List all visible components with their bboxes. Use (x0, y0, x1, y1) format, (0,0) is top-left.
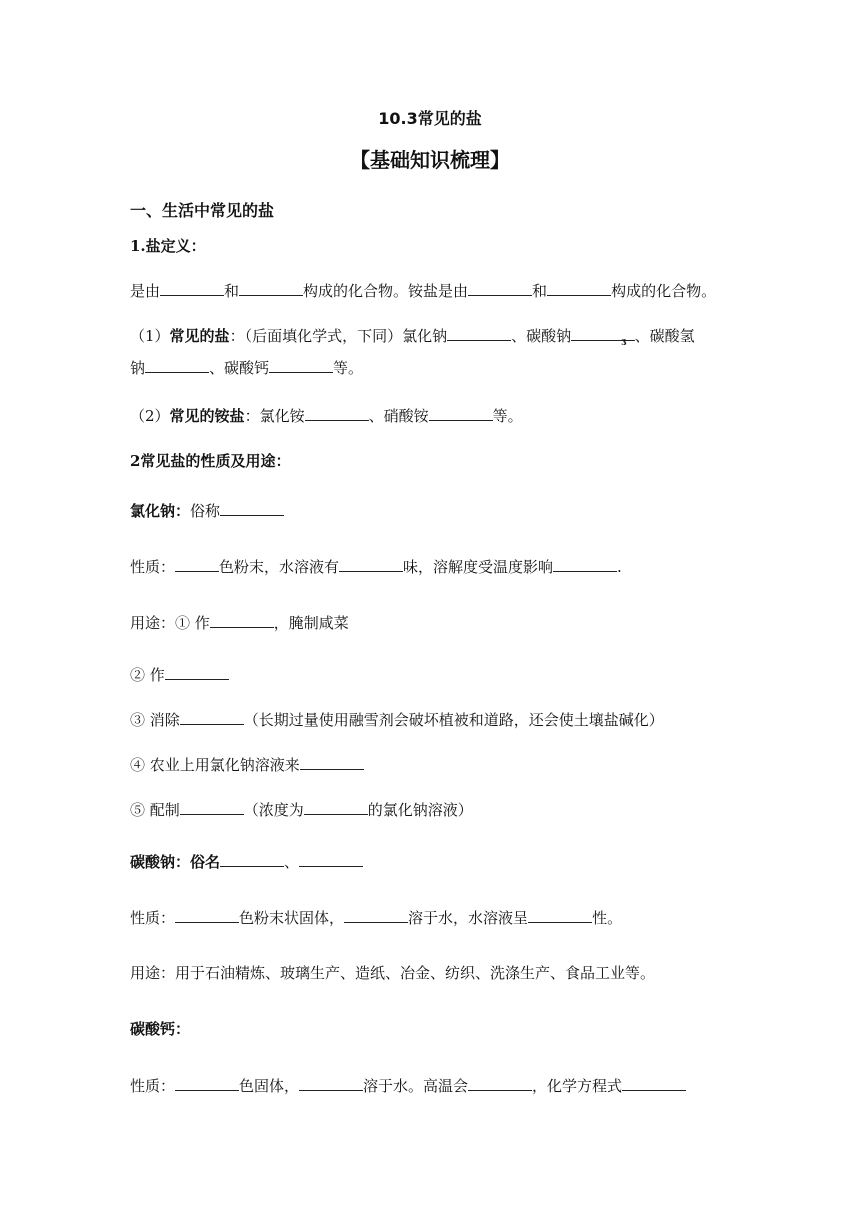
subscript-3: 3 (621, 337, 627, 347)
fill-blank[interactable] (210, 612, 274, 628)
fill-blank[interactable] (547, 280, 611, 296)
ammonium-salts-line: （2）常见的铵盐：氯化铵 、硝酸铵 等。 (130, 407, 523, 425)
fill-blank[interactable] (622, 1075, 686, 1091)
nacl-use-4: ④ 农业上用氯化钠溶液来 (130, 754, 364, 775)
fill-blank[interactable] (165, 664, 229, 680)
fill-blank[interactable] (468, 1075, 532, 1091)
fill-blank[interactable] (468, 280, 532, 296)
fill-blank[interactable] (339, 556, 403, 572)
na2co3-properties-line: 性质： 色粉末状固体， 溶于水，水溶液呈 性。 (130, 909, 623, 927)
fill-blank[interactable] (553, 556, 617, 572)
fill-blank[interactable] (429, 405, 493, 421)
fill-blank[interactable] (220, 500, 284, 516)
caco3-properties-line: 性质： 色固体， 溶于水。高温会 ，化学方程式 (130, 1075, 686, 1096)
section-heading-common-salts: 一、生活中常见的盐 (130, 201, 275, 220)
fill-blank[interactable] (239, 280, 303, 296)
fill-blank[interactable] (344, 907, 408, 923)
nacl-use-3: ③ 消除 （长期过量使用融雪剂会破坏植被和道路，还会使土壤盐碱化） (130, 711, 664, 729)
fill-blank[interactable] (304, 799, 368, 815)
fill-blank[interactable] (145, 357, 209, 373)
fill-blank[interactable] (269, 357, 333, 373)
nacl-use-5: ⑤ 配制 （浓度为 的氯化钠溶液） (130, 801, 473, 819)
fill-blank[interactable] (220, 851, 284, 867)
section-heading-properties: 2常见盐的性质及用途： (130, 452, 291, 470)
fill-blank[interactable] (299, 1075, 363, 1091)
salt-definition-line: 是由 和 构成的化合物。铵盐是由 和 构成的化合物。 (130, 282, 717, 300)
nacl-properties-line: 性质： 色粉末，水溶液有 味，溶解度受温度影响 . (130, 558, 622, 576)
na2co3-name-line: 碳酸钠：俗名 、 (130, 851, 363, 872)
fill-blank[interactable] (447, 325, 511, 341)
fill-blank[interactable] (175, 556, 219, 572)
salt-definition-heading: 1.盐定义： (130, 237, 206, 255)
fill-blank[interactable] (180, 709, 244, 725)
fill-blank[interactable] (175, 1075, 239, 1091)
common-salts-line-2: 钠 、碳酸钙 等。 (130, 359, 364, 377)
na2co3-uses-line: 用途：用于石油精炼、玻璃生产、造纸、冶金、纺织、洗涤生产、食品工业等。 (130, 964, 656, 982)
nacl-use-1: 用途：① 作 ，腌制咸菜 (130, 614, 349, 632)
nacl-name-line: 氯化钠：俗称 (130, 500, 284, 521)
page-subtitle: 【基础知识梳理】 (350, 148, 510, 172)
fill-blank[interactable] (180, 799, 244, 815)
fill-blank[interactable] (160, 280, 224, 296)
caco3-heading: 碳酸钙： (130, 1020, 191, 1038)
nacl-use-2: ② 作 (130, 664, 229, 685)
fill-blank[interactable] (305, 405, 369, 421)
page-title: 10.3常见的盐 (378, 109, 482, 128)
fill-blank[interactable] (299, 851, 363, 867)
fill-blank[interactable] (300, 754, 364, 770)
fill-blank[interactable] (528, 907, 592, 923)
fill-blank[interactable] (175, 907, 239, 923)
common-salts-line: （1）常见的盐：（后面填化学式，下同）氯化钠 、碳酸钠 $_3$ 、碳酸氢 (130, 327, 695, 347)
